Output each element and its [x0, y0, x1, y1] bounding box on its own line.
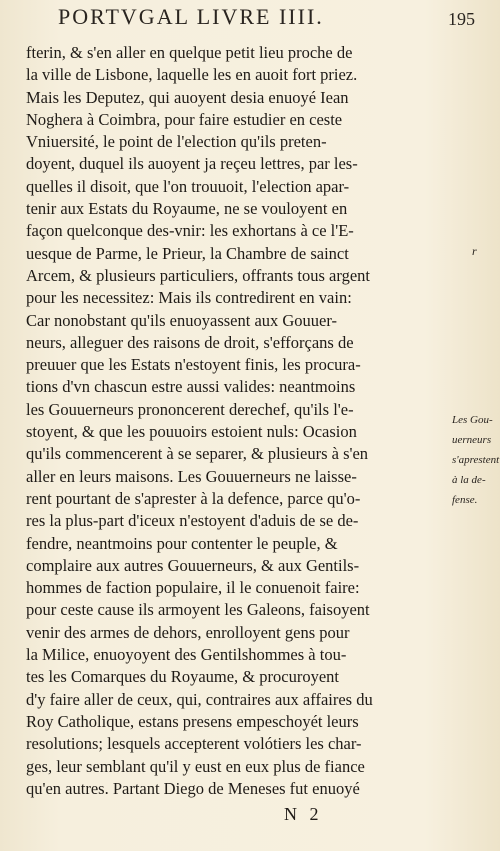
text-line: res la plus-part d'iceux n'estoyent d'aduis de se de- [26, 511, 359, 531]
text-line: doyent, duquel ils auoyent ja reçeu lettres, par les- [26, 154, 358, 174]
marginal-note [452, 410, 499, 510]
text-line: complaire aux autres Gouuerneurs, & aux Gentils- [26, 555, 360, 575]
marginal-note-line: fense. [452, 494, 478, 506]
text-line: aller en leurs maisons. Les Gouuerneurs ne laisse- [26, 466, 357, 486]
margin-mark: r [472, 244, 477, 258]
text-line: d'y faire aller de ceux, qui, contraires aux affaires du [26, 689, 373, 709]
text-line: la ville de Lisbone, laquelle les en auoit fort priez. [26, 65, 358, 85]
text-line: tes les Comarques du Royaume, & procuroyent [26, 667, 339, 687]
text-line: quelles il disoit, que l'on trouuoit, l'election apar- [26, 176, 350, 196]
page-number: 195 [448, 9, 475, 29]
text-line: preuuer que les Estats n'estoyent finis, les procura- [26, 355, 361, 375]
text-line: fterin, & s'en aller en quelque petit lieu proche de [26, 43, 353, 62]
marginal-note-line: uerneurs [452, 434, 492, 446]
text-line: Noghera à Coimbra, pour faire estudier en ceste [26, 109, 343, 129]
text-line: les Gouuerneurs prononcerent derechef, qu'ils l'e- [26, 399, 354, 419]
text-line: uesque de Parme, le Prieur, la Chambre de sainct [26, 243, 349, 263]
text-line: resolutions; lesquels accepterent volótiers les char- [26, 734, 362, 754]
text-line: qu'ils commencerent à se separer, & plusieurs à s'en [26, 444, 369, 464]
text-line: neurs, alleguer des raisons de droit, s'efforçans de [26, 332, 354, 352]
text-line: stoyent, & que les pouuoirs estoient nuls: Ocasion [26, 422, 357, 442]
text-line: pour ceste cause ils armoyent les Galeons, faisoyent [26, 600, 370, 620]
text-line: ges, leur semblant qu'il y eust en eux plus de fiance [26, 756, 365, 776]
text-line: tenir aux Estats du Royaume, ne se vouloyent en [26, 199, 348, 219]
text-line: tions d'vn chascun estre aussi valides: neantmoins [26, 377, 356, 397]
text-line: Arcem, & plusieurs particuliers, offrants tous argent [26, 265, 370, 285]
marginal-note-line: s'aprestent [452, 454, 500, 466]
marginal-note-line: à la de- [452, 474, 486, 486]
text-line: Vniuersité, le point de l'election qu'ils preten- [26, 132, 327, 152]
running-head: PORTVGAL LIVRE IIII. [58, 4, 324, 29]
signature-mark: N 2 [284, 804, 323, 824]
text-line: pour les necessitez: Mais ils contredirent en vain: [26, 288, 352, 308]
text-line: hommes de faction populaire, il le conuenoit faire: [26, 578, 360, 598]
text-line: fendre, neantmoins pour contenter le peuple, & [26, 533, 338, 553]
text-line: Roy Catholique, estans presens empeschoyét leurs [26, 711, 359, 731]
text-line: façon quelconque des-vnir: les exhortans à ce l'E- [26, 221, 354, 241]
text-line: Car nonobstant qu'ils enuoyassent aux Gouuer- [26, 310, 338, 330]
text-line: venir des armes de dehors, enrolloyent gens pour [26, 622, 350, 642]
text-line: Mais les Deputez, qui auoyent desia enuoyé Iean [26, 87, 349, 107]
marginal-note-line: Les Gou- [452, 414, 493, 426]
body-text [26, 42, 452, 800]
text-line: qu'en autres. Partant Diego de Meneses fut enuoyé [26, 778, 360, 798]
text-line: la Milice, enuoyoyent des Gentilshommes à tou- [26, 645, 347, 665]
text-line: rent pourtant de s'aprester à la defence, parce qu'o- [26, 488, 361, 508]
